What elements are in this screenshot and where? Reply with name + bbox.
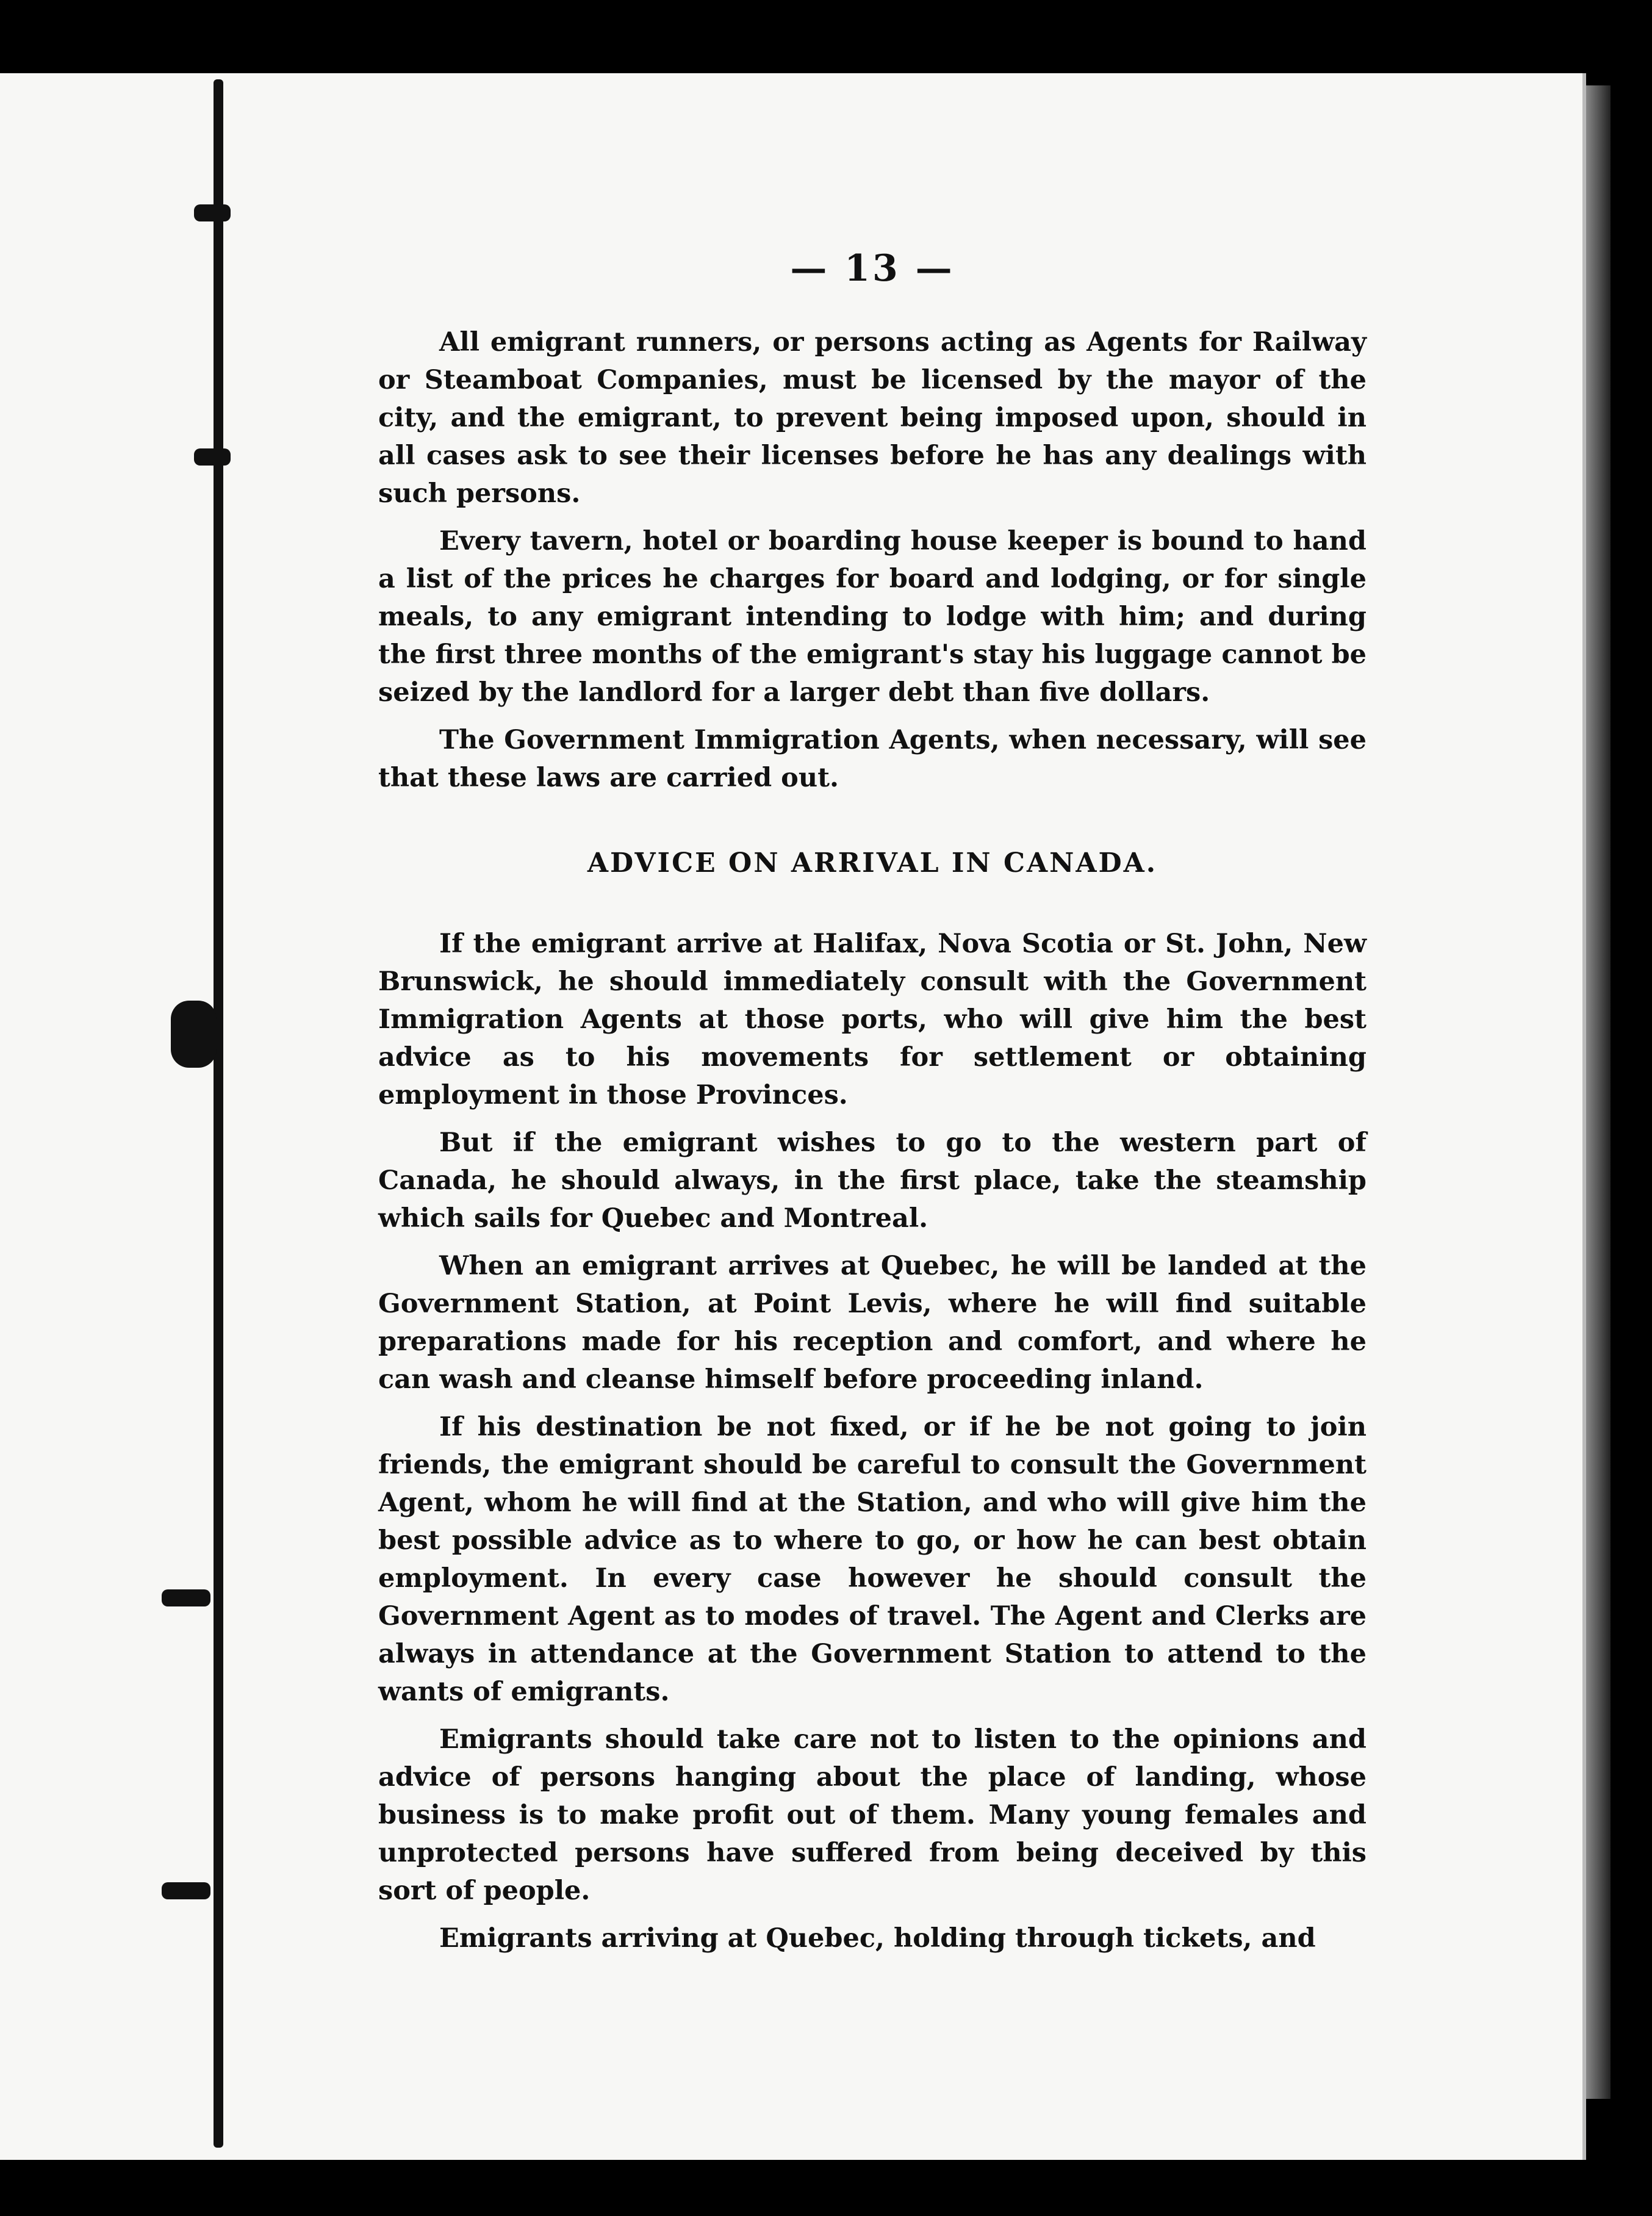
binding-knot xyxy=(162,1589,210,1606)
paragraph: The Government Immigration Agents, when necessary, will see that these laws are carried out. xyxy=(378,725,1366,793)
binding-knot xyxy=(171,1001,217,1068)
binding-thread xyxy=(214,79,223,2148)
paragraph: Every tavern, hotel or boarding house keeper is bound to hand a list of the prices he charges for board and lodging, or for single meals, to any emigrant intending to lodge with him; and during the first three months of the emigrant's stay his luggage cannot be seized by the landlord for a larger debt than five dollars. xyxy=(378,526,1366,708)
page-edge-shadow xyxy=(1586,85,1611,2099)
section-heading: ADVICE ON ARRIVAL IN CANADA. xyxy=(587,847,1158,879)
binding-knot xyxy=(162,1882,210,1899)
paragraph: If his destination be not fixed, or if he be not going to join friends, the emigrant should be careful to consult the Government Agent, whom he will find at the Station, and who will give him the best possible advice as to where to go, or how he can best obtain employment. In every case however he should consult the Government Agent as to modes of travel. The Agent and Clerks are always in attendance at the Government Station to attend to the wants of emigrants. xyxy=(378,1412,1366,1707)
binding-knot xyxy=(194,448,231,466)
page-content xyxy=(378,244,1366,1967)
binding-knot xyxy=(194,204,231,221)
scan-border xyxy=(0,0,1652,76)
paragraph: But if the emigrant wishes to go to the western part of Canada, he should always, in the first place, take the steamship which sails for Quebec and Montreal. xyxy=(378,1128,1366,1234)
paragraph: Emigrants arriving at Quebec, holding through tickets, and xyxy=(439,1923,1316,1954)
paragraph: All emigrant runners, or persons acting as Agents for Railway or Steamboat Companies, must be licensed by the mayor of the city, and the emigrant, to prevent being imposed upon, should in all cases ask to see their licenses before he has any dealings with such persons. xyxy=(378,327,1366,509)
paragraph: If the emigrant arrive at Halifax, Nova Scotia or St. John, New Brunswick, he should immediately consult with the Government Immigration Agents at those ports, who will give him the best advice as to his movements for settlement or obtaining employment in those Provinces. xyxy=(378,929,1366,1110)
page-number: — 13 — xyxy=(790,247,955,290)
paragraph: Emigrants should take care not to listen to the opinions and advice of persons hanging about the place of landing, whose business is to make profit out of them. Many young females and unprotected persons have suffered from being deceived by this sort of people. xyxy=(378,1724,1366,1906)
paragraph: When an emigrant arrives at Quebec, he will be landed at the Government Station, at Point Levis, where he will find suitable preparations made for his reception and comfort, and where he can wash and cleanse himself before proceeding inland. xyxy=(378,1251,1366,1395)
